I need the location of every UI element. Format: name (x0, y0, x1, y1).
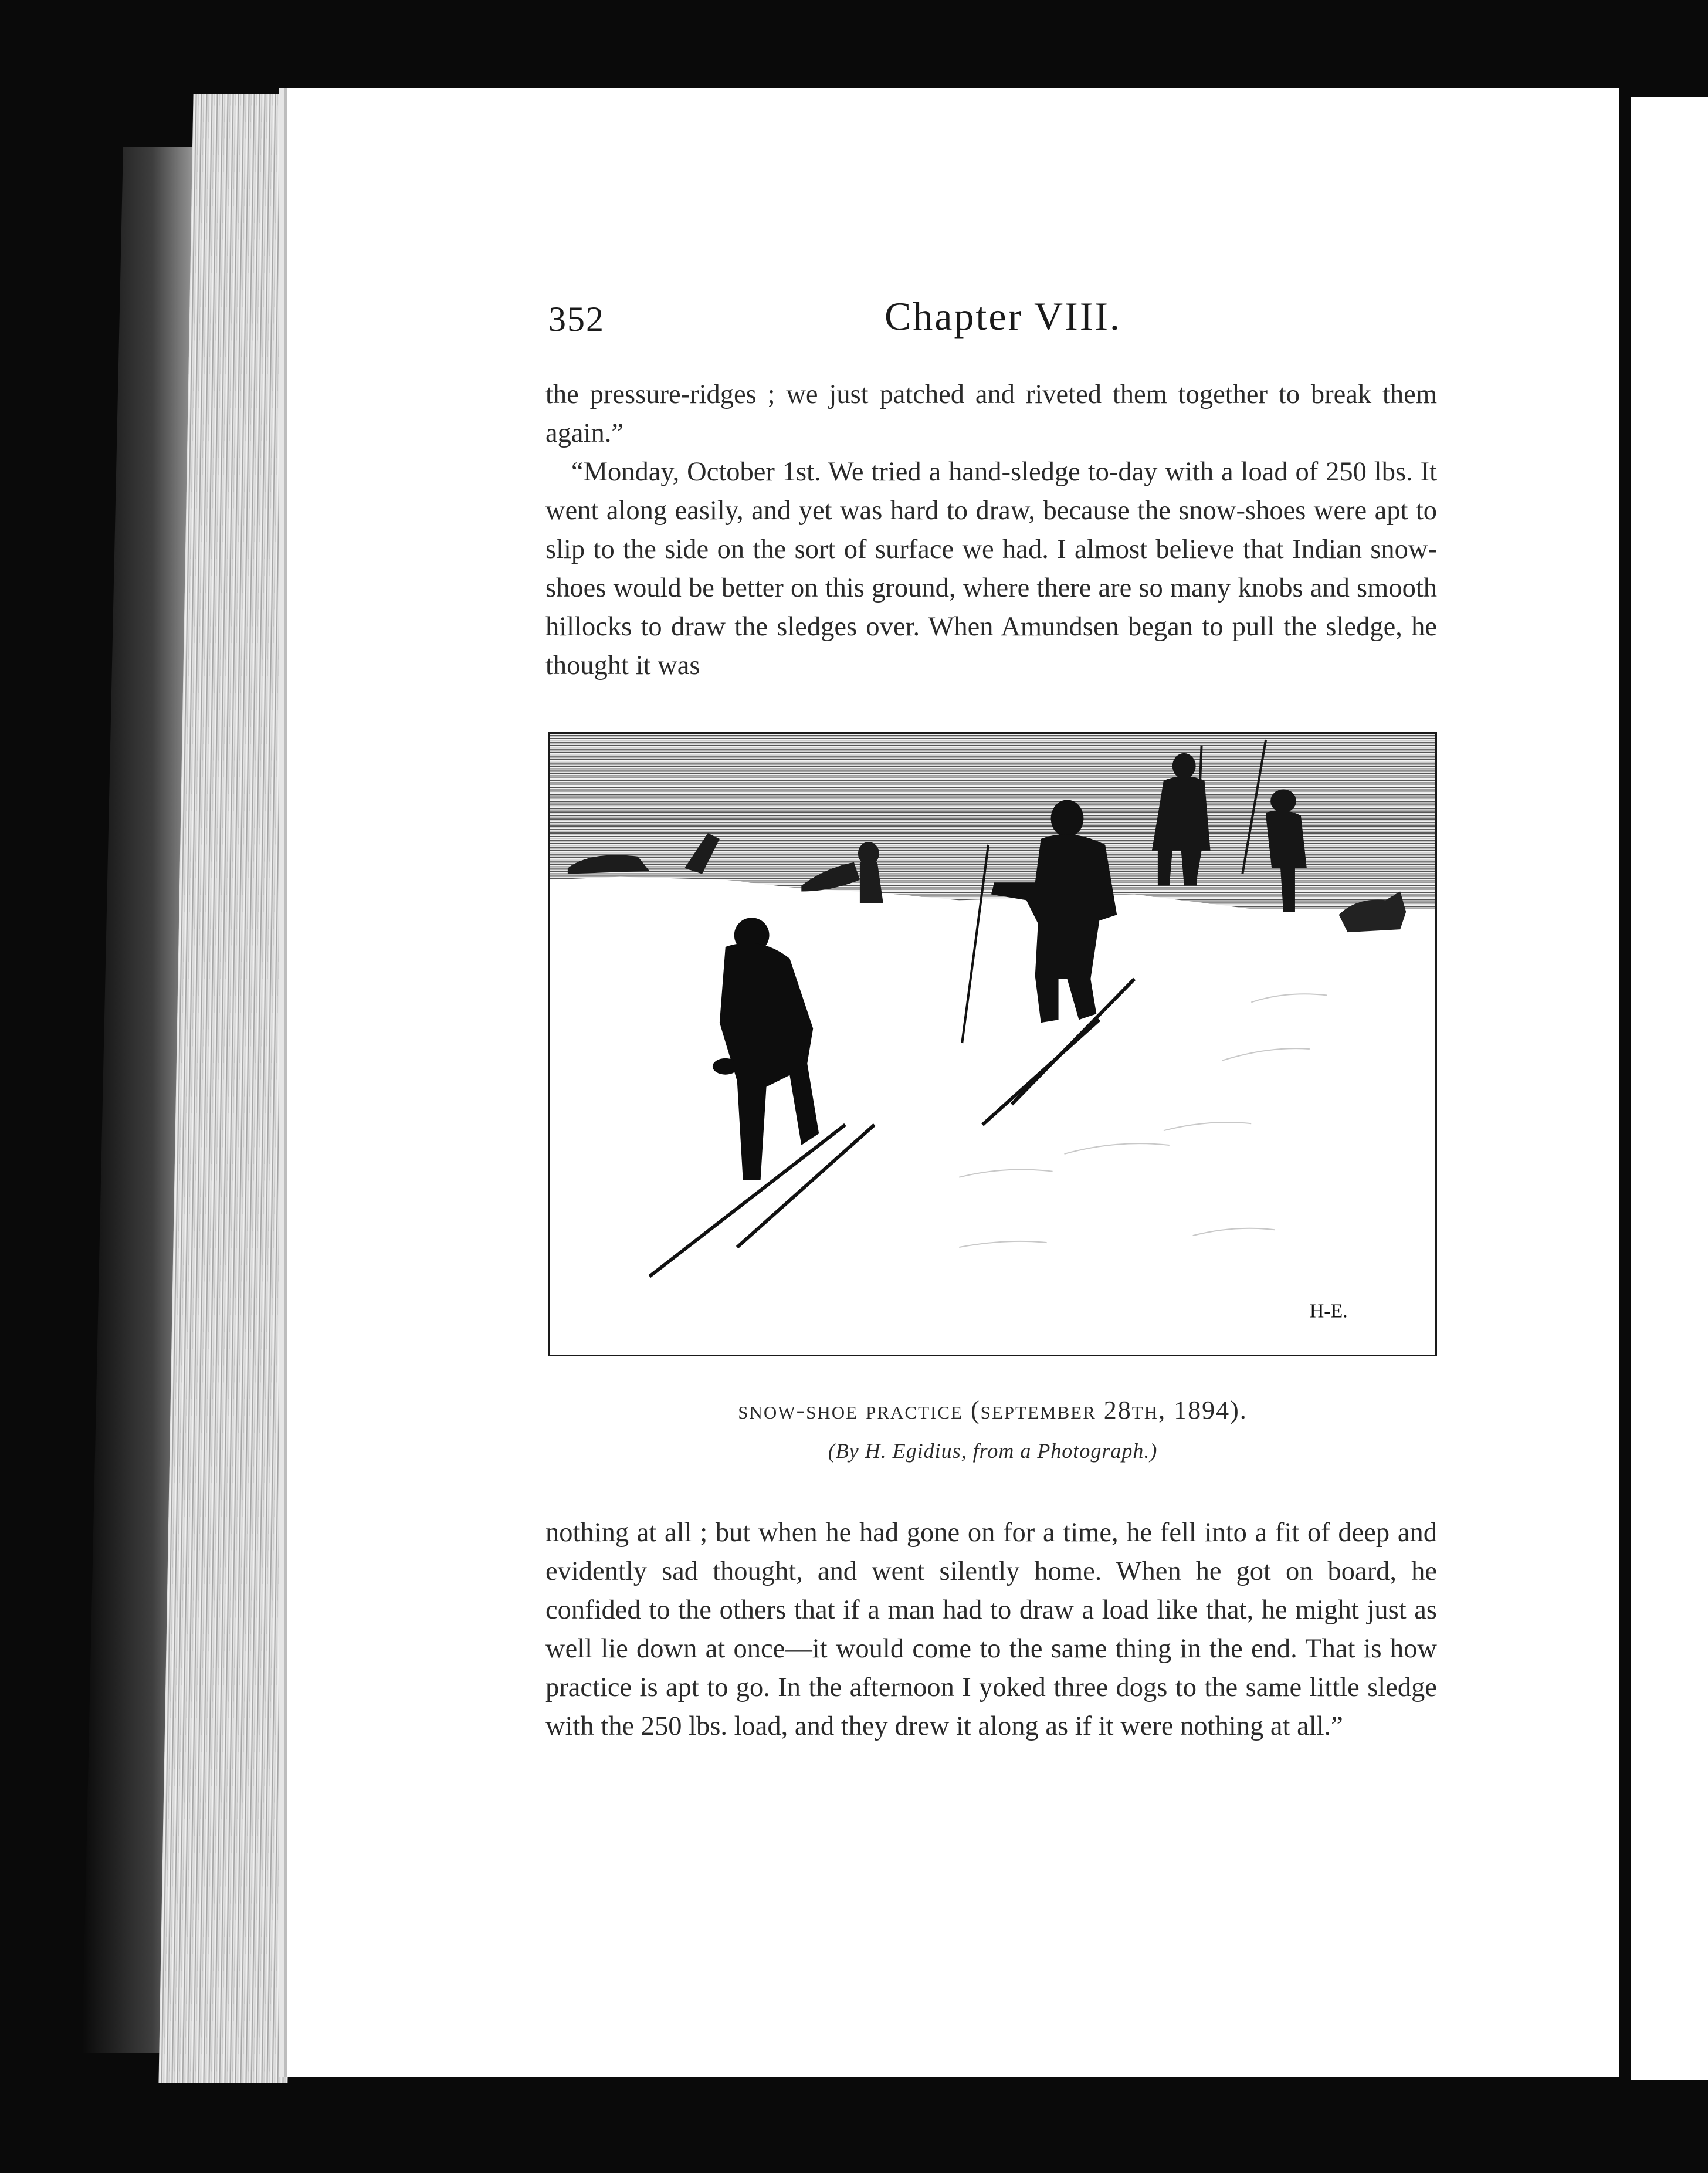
engraving-image (550, 734, 1435, 1355)
facing-page-edge (1631, 97, 1708, 2080)
text-block-top (545, 375, 1437, 685)
page-header (548, 293, 1440, 346)
artist-signature: H-E. (1309, 1300, 1348, 1322)
illustration-caption: snow-shoe practice (september 28th, 1894). (738, 1396, 1248, 1424)
paragraph-2: “Monday, October 1st. We tried a hand-sledge to-day with a load of 250 lbs. It went along easily, and yet was hard to draw, because the snow-shoes were apt to slip to the side on the sort of surface we had. I almost believe that Indian snow-shoes would be better on this ground, where there are so many knobs and smooth hillocks to draw the sledges over. When Amundsen began to pull the sledge, he thought it was (545, 457, 1437, 681)
paragraph-3: nothing at all ; but when he had gone on for a time, he fell into a fit of deep and evidently sad thought, and went silently home. When he got on board, he confided to the others that if a man had to draw a load like that, he might just as well lie down at once—it would come to the same thing in the end. That is how practice is apt to go. In the afternoon I yoked three dogs to the same little sledge with the 250 lbs. load, and they drew it along as if it were nothing at all.” (545, 1518, 1437, 1741)
illustration-credit: (By H. Egidius, from a Photograph.) (828, 1439, 1158, 1463)
chapter-title: Chapter VIII. (884, 294, 1122, 339)
illustration-snow-shoe-practice (548, 732, 1437, 1356)
text-block-bottom (545, 1514, 1437, 1746)
page-number: 352 (548, 300, 605, 339)
paragraph-1: the pressure-ridges ; we just patched and riveted them together to break them again.” (545, 380, 1437, 448)
